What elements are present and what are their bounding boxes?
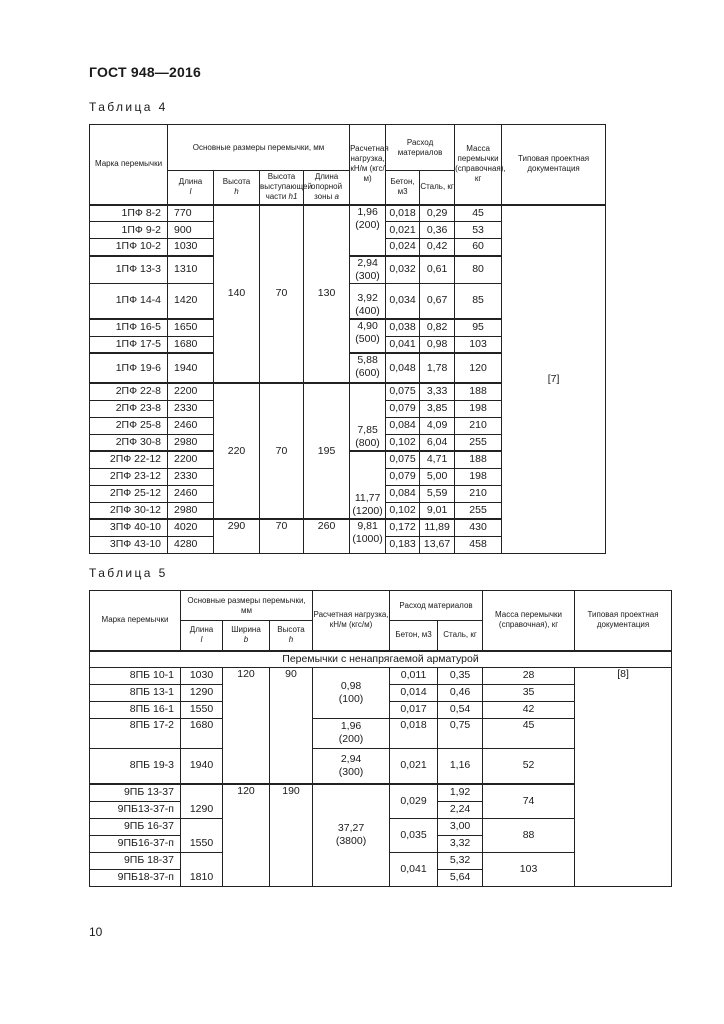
- t5-concrete: 0,011: [390, 667, 438, 684]
- t4-mark: 2ПФ 22-12: [90, 451, 168, 468]
- t5-load-2-kn: 1,96: [340, 720, 362, 732]
- t5-mark: 8ПБ 13-1: [90, 684, 181, 701]
- t5-load-2: [313, 718, 390, 748]
- t4-mark: 1ПФ 17-5: [90, 336, 168, 353]
- t4-mass: 255: [455, 502, 502, 519]
- t4-mark: 2ПФ 30-8: [90, 434, 168, 451]
- t5-header-doc: Типовая проектная документация: [575, 591, 672, 651]
- t5-steel: 1,92: [438, 784, 483, 801]
- t4-steel: 0,36: [420, 222, 455, 239]
- t4-concrete: 0,034: [386, 283, 420, 319]
- table5: [89, 590, 672, 887]
- t4-concrete: 0,018: [386, 205, 420, 222]
- t4-length: 1420: [168, 283, 214, 319]
- t4-mark: 1ПФ 10-2: [90, 239, 168, 256]
- t5-mass-pair2: 88: [483, 818, 575, 852]
- t4-concrete: 0,079: [386, 400, 420, 417]
- t4-steel: 0,29: [420, 205, 455, 222]
- t4-header-length: [168, 171, 214, 205]
- t4-header-steel: Сталь, кг: [420, 171, 455, 205]
- t5-concrete-pair3: 0,041: [390, 852, 438, 886]
- t4-length: 2460: [168, 417, 214, 434]
- t4-mark: 3ПФ 43-10: [90, 536, 168, 553]
- t4-load-6-kgs: (800): [355, 437, 380, 449]
- t5-mass: 45: [483, 718, 575, 748]
- t4-load-2-kn: 2,94: [357, 256, 378, 269]
- t4-mass: 210: [455, 485, 502, 502]
- t5-length-empty: [181, 784, 223, 801]
- t5-header-length-label: Длина: [189, 625, 214, 635]
- t4-load-5-kn: 5,88: [357, 354, 378, 366]
- t4-length: 2980: [168, 434, 214, 451]
- t4-mark: 2ПФ 23-8: [90, 400, 168, 417]
- t4-header-height-symbol: h: [234, 187, 239, 197]
- t5-mass: 42: [483, 701, 575, 718]
- t4-mass: 188: [455, 451, 502, 468]
- t5-mark: 8ПБ 10-1: [90, 667, 181, 684]
- t5-steel: 3,00: [438, 818, 483, 835]
- t4-mass: 85: [455, 283, 502, 319]
- t5-load-2-kgs: (200): [338, 733, 364, 745]
- t4-load-2: [350, 256, 386, 284]
- t5-steel: 5,32: [438, 852, 483, 869]
- t4-mass: 255: [455, 434, 502, 451]
- t5-mark: 8ПБ 17-2: [90, 718, 181, 748]
- t5-load-3-kn: 2,94: [340, 752, 362, 765]
- t5-mark: 9ПБ18-37-п: [90, 869, 181, 886]
- t4-steel: 0,98: [420, 336, 455, 353]
- t4-header-height: [214, 171, 260, 205]
- t4-header-support: [304, 171, 350, 205]
- t5-steel: 5,64: [438, 869, 483, 886]
- t4-doc-ref: [7]: [502, 205, 606, 554]
- t4-mark: 2ПФ 30-12: [90, 502, 168, 519]
- t4-mass: 430: [455, 519, 502, 536]
- t4-load-5: [350, 353, 386, 383]
- t4-mark: 2ПФ 23-12: [90, 468, 168, 485]
- t5-mark: 9ПБ13-37-п: [90, 801, 181, 818]
- t4-concrete: 0,075: [386, 451, 420, 468]
- t4-length: 1650: [168, 319, 214, 336]
- t5-length: 1550: [181, 835, 223, 852]
- t4-protrusion-group2: 70: [260, 383, 304, 519]
- t5-load-4-kgs: (3800): [335, 835, 367, 848]
- t4-concrete: 0,102: [386, 434, 420, 451]
- t4-mass: 210: [455, 417, 502, 434]
- t5-steel: 0,75: [438, 718, 483, 748]
- t5-length-empty: [181, 818, 223, 835]
- t5-length: 1290: [181, 684, 223, 701]
- t4-steel: 0,67: [420, 283, 455, 319]
- t4-mark: 1ПФ 16-5: [90, 319, 168, 336]
- t4-load-4-kgs: (500): [355, 333, 380, 345]
- t5-header-width-label: Ширина: [231, 625, 261, 635]
- t4-header-load: Расчетная нагрузка, кН/м (кгс/м): [350, 125, 386, 205]
- t5-length: 1030: [181, 667, 223, 684]
- t5-length: 1810: [181, 869, 223, 886]
- t4-concrete: 0,048: [386, 353, 420, 383]
- t4-support-group3: 260: [304, 519, 350, 553]
- t4-mass: 198: [455, 468, 502, 485]
- t4-length: 900: [168, 222, 214, 239]
- t4-header-support-symbol: a: [334, 192, 339, 202]
- t4-steel: 1,78: [420, 353, 455, 383]
- t4-mark: 2ПФ 22-8: [90, 383, 168, 400]
- document-header: ГОСТ 948—2016: [89, 64, 201, 80]
- t4-load-3: [350, 283, 386, 319]
- t5-group-title: Перемычки с ненапрягаемой арматурой: [90, 651, 672, 668]
- t4-header-mark: Марка перемычки: [90, 125, 168, 205]
- t4-header-protrusion-symbol: h1: [288, 192, 298, 202]
- t4-mass: 120: [455, 353, 502, 383]
- t5-header-consumption: Расход материалов: [390, 591, 483, 621]
- t4-load-3-kn: 3,92: [357, 292, 378, 304]
- t5-concrete: 0,021: [390, 748, 438, 784]
- t4-length: 2330: [168, 400, 214, 417]
- t4-steel: 3,33: [420, 383, 455, 400]
- t5-length: 1290: [181, 801, 223, 818]
- t5-mark: 9ПБ 18-37: [90, 852, 181, 869]
- t4-mark: 1ПФ 8-2: [90, 205, 168, 222]
- t4-mass: 458: [455, 536, 502, 553]
- t4-mass: 53: [455, 222, 502, 239]
- t5-header-steel: Сталь, кг: [438, 621, 483, 651]
- t4-mark: 1ПФ 9-2: [90, 222, 168, 239]
- t5-mass: 28: [483, 667, 575, 684]
- t5-length-empty: [181, 852, 223, 869]
- t5-steel: 2,24: [438, 801, 483, 818]
- t5-load-1-kn: 0,98: [340, 679, 362, 692]
- t5-header-width-symbol: b: [243, 635, 249, 645]
- t5-load-4: [313, 784, 390, 886]
- t4-steel: 4,09: [420, 417, 455, 434]
- t4-mark: 3ПФ 40-10: [90, 519, 168, 536]
- t4-concrete: 0,079: [386, 468, 420, 485]
- t4-load-3-kgs: (400): [355, 305, 380, 317]
- t5-header-height: [270, 621, 313, 651]
- t4-concrete: 0,102: [386, 502, 420, 519]
- t4-mass: 60: [455, 239, 502, 256]
- t4-header-doc: Типовая проектная документация: [502, 125, 606, 205]
- t5-load-1: [313, 667, 390, 718]
- t4-load-5-kgs: (600): [355, 367, 380, 379]
- t4-load-4-kn: 4,90: [357, 320, 378, 332]
- t4-concrete: 0,183: [386, 536, 420, 553]
- t4-support-group2: 195: [304, 383, 350, 519]
- t5-mass-pair1: 74: [483, 784, 575, 818]
- t4-steel: 0,82: [420, 319, 455, 336]
- t4-length: 1030: [168, 239, 214, 256]
- t4-length: 2200: [168, 451, 214, 468]
- t5-header-length-symbol: l: [200, 635, 203, 645]
- t4-concrete: 0,024: [386, 239, 420, 256]
- t5-steel: 3,32: [438, 835, 483, 852]
- t4-steel: 4,71: [420, 451, 455, 468]
- t4-header-length-label: Длина: [178, 177, 203, 187]
- t4-mass: 103: [455, 336, 502, 353]
- t4-load-8: [350, 519, 386, 553]
- page-number: 10: [89, 925, 103, 939]
- t4-load-4: [350, 319, 386, 353]
- t5-mark: 9ПБ 16-37: [90, 818, 181, 835]
- t5-header-width: [223, 621, 270, 651]
- t4-mass: 45: [455, 205, 502, 222]
- t5-header-height-symbol: h: [288, 635, 294, 645]
- t5-concrete: 0,017: [390, 701, 438, 718]
- t5-header-concrete: Бетон, м3: [390, 621, 438, 651]
- t4-mass: 80: [455, 256, 502, 284]
- t4-concrete: 0,038: [386, 319, 420, 336]
- t4-mark: 1ПФ 14-4: [90, 283, 168, 319]
- t5-load-1-kgs: (100): [338, 692, 364, 705]
- t4-steel: 11,89: [420, 519, 455, 536]
- t4-header-protrusion-label: Высота выступающей части: [260, 172, 312, 202]
- t5-doc-ref: [8]: [575, 667, 672, 886]
- t4-length: 2460: [168, 485, 214, 502]
- t4-concrete: 0,021: [386, 222, 420, 239]
- t4-height-group1: 140: [214, 205, 260, 384]
- t5-concrete-pair1: 0,029: [390, 784, 438, 818]
- t5-mass: 35: [483, 684, 575, 701]
- t4-length: 770: [168, 205, 214, 222]
- t4-header-height-label: Высота: [222, 177, 251, 187]
- t4-header-mass: Масса перемычки (справочная), кг: [455, 125, 502, 205]
- t4-header-protrusion: [260, 171, 312, 205]
- t5-length: 1680: [181, 718, 223, 748]
- t5-header-mark: Марка перемычки: [90, 591, 181, 651]
- t5-concrete: 0,018: [390, 718, 438, 748]
- t5-load-4-kn: 37,27: [337, 822, 365, 835]
- table4-caption: Таблица 4: [89, 100, 168, 114]
- t4-steel: 9,01: [420, 502, 455, 519]
- t4-load-7-kn: 11,77: [354, 492, 381, 504]
- t5-steel: 0,46: [438, 684, 483, 701]
- t4-load-1: [350, 205, 386, 256]
- t4-steel: 13,67: [420, 536, 455, 553]
- t5-length: 1550: [181, 701, 223, 718]
- t4-length: 4020: [168, 519, 214, 536]
- t4-concrete: 0,041: [386, 336, 420, 353]
- t4-mass: 188: [455, 383, 502, 400]
- t5-steel: 0,35: [438, 667, 483, 684]
- t5-height-group1: 90: [270, 667, 313, 784]
- t5-header-length: [181, 621, 223, 651]
- t5-concrete-pair2: 0,035: [390, 818, 438, 852]
- t5-width-group2: 120: [223, 784, 270, 886]
- t4-steel: 6,04: [420, 434, 455, 451]
- t4-concrete: 0,172: [386, 519, 420, 536]
- t4-load-1-kn: 1,96: [357, 205, 378, 218]
- t5-header-main-dims: Основные размеры перемычки, мм: [181, 591, 313, 621]
- t5-header-height-label: Высота: [277, 625, 305, 635]
- t4-mark: 2ПФ 25-8: [90, 417, 168, 434]
- t4-steel: 5,00: [420, 468, 455, 485]
- t4-length: 1310: [168, 256, 214, 284]
- t4-concrete: 0,084: [386, 485, 420, 502]
- t5-mass-pair3: 103: [483, 852, 575, 886]
- t4-load-7-kgs: (1200): [352, 505, 383, 517]
- t4-mark: 1ПФ 19-6: [90, 353, 168, 383]
- t4-header-consumption: Расход материалов: [386, 125, 455, 171]
- t5-mark: 9ПБ 13-37: [90, 784, 181, 801]
- t4-load-6: [350, 383, 386, 451]
- t4-length: 2330: [168, 468, 214, 485]
- t4-support-group1: 130: [304, 205, 350, 384]
- t5-load-3-kgs: (300): [338, 765, 364, 778]
- t4-load-7: [350, 451, 386, 519]
- t5-header-mass: Масса перемычки (справочная), кг: [483, 591, 575, 651]
- t4-length: 4280: [168, 536, 214, 553]
- t4-load-2-kgs: (300): [355, 269, 380, 282]
- t5-steel: 0,54: [438, 701, 483, 718]
- t4-steel: 5,59: [420, 485, 455, 502]
- t4-length: 1680: [168, 336, 214, 353]
- t5-mark: 8ПБ 19-3: [90, 748, 181, 784]
- t4-height-group3: 290: [214, 519, 260, 553]
- t4-mark: 2ПФ 25-12: [90, 485, 168, 502]
- t5-header-load: Расчетная нагрузка, кН/м (кгс/м): [313, 591, 390, 651]
- t4-header-main-dims: Основные размеры перемычки, мм: [168, 125, 350, 171]
- t4-concrete: 0,084: [386, 417, 420, 434]
- t4-header-concrete: Бетон, м3: [386, 171, 420, 205]
- t4-header-length-symbol: l: [189, 187, 192, 197]
- t5-steel: 1,16: [438, 748, 483, 784]
- t4-concrete: 0,075: [386, 383, 420, 400]
- t4-mass: 95: [455, 319, 502, 336]
- t5-concrete: 0,014: [390, 684, 438, 701]
- t5-length: 1940: [181, 748, 223, 784]
- t4-steel: 0,61: [420, 256, 455, 284]
- t5-load-3: [313, 748, 390, 784]
- t4-mass: 198: [455, 400, 502, 417]
- t5-mass: 52: [483, 748, 575, 784]
- t4-concrete: 0,032: [386, 256, 420, 284]
- t5-height-group2: 190: [270, 784, 313, 886]
- t4-length: 2200: [168, 383, 214, 400]
- table5-caption: Таблица 5: [89, 566, 168, 580]
- t4-length: 2980: [168, 502, 214, 519]
- t5-width-group1: 120: [223, 667, 270, 784]
- t4-mark: 1ПФ 13-3: [90, 256, 168, 284]
- t4-load-6-kn: 7,85: [357, 424, 378, 436]
- t4-length: 1940: [168, 353, 214, 383]
- t4-steel: 0,42: [420, 239, 455, 256]
- table4: [89, 124, 671, 554]
- t5-mark: 8ПБ 16-1: [90, 701, 181, 718]
- t4-header-support-label: Длина опорной зоны: [311, 172, 343, 202]
- t4-load-8-kgs: (1000): [352, 533, 383, 545]
- t4-protrusion-group3: 70: [260, 519, 304, 553]
- t5-mark: 9ПБ16-37-п: [90, 835, 181, 852]
- t4-protrusion-group1: 70: [260, 205, 304, 384]
- t4-load-1-kgs: (200): [355, 218, 380, 231]
- t4-steel: 3,85: [420, 400, 455, 417]
- t4-load-8-kn: 9,81: [357, 520, 378, 532]
- t4-height-group2: 220: [214, 383, 260, 519]
